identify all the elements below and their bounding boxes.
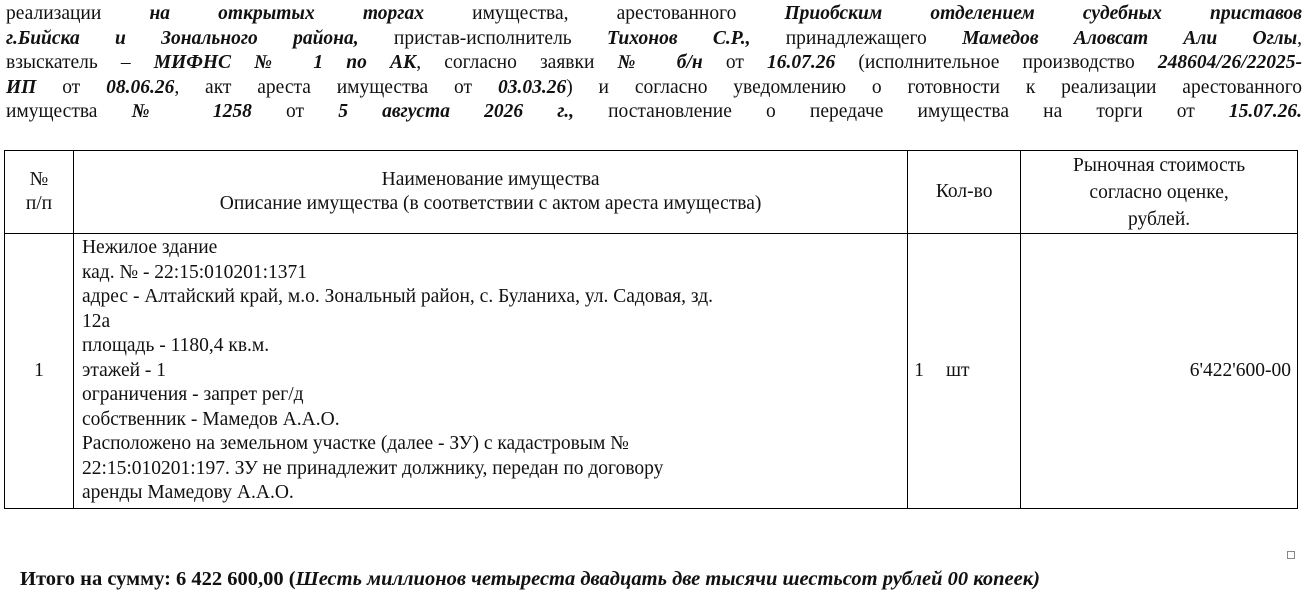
property-table <box>4 150 1298 509</box>
text-run: Мамедов Аловсат Али Оглы <box>962 27 1298 49</box>
row-price: 6'422'600-00 <box>1021 234 1298 509</box>
text-run: пристав-исполнитель <box>358 27 607 49</box>
text-run: Приобским отделением судебных приставов <box>784 3 1302 24</box>
header-name <box>73 151 907 234</box>
text-run: постановление о передаче имущества на торги от <box>573 101 1229 123</box>
text-run: , <box>1297 27 1302 49</box>
intro-line-4 <box>6 76 1302 101</box>
description-line: 22:15:010201:197. ЗУ не принадлежит должнику, передан по договору <box>81 457 664 479</box>
description-line: кад. № - 22:15:010201:1371 <box>81 261 308 283</box>
text-run: ) и согласно уведомлению о готовности к реализации арестованного <box>566 76 1303 98</box>
description-line: ограничения - запрет рег/д <box>81 384 304 405</box>
text-run: 15.07.26. <box>1228 101 1303 123</box>
text-run: (исполнительное производство <box>835 52 1158 74</box>
text-run: Тихонов С.Р., <box>606 27 751 49</box>
text-run: имущества <box>6 101 132 123</box>
text-run: от <box>36 76 107 98</box>
description-line: этажей - 1 <box>81 359 167 381</box>
text-run: 5 августа 2026 г., <box>338 101 574 123</box>
text-run: ИП <box>6 76 37 98</box>
header-price-line2: согласно оценке, <box>1089 181 1229 203</box>
text-run: , согласно заявки <box>416 52 618 74</box>
text-run: на открытых торгах <box>149 3 424 24</box>
text-run: взыскатель – <box>6 52 154 74</box>
header-price <box>1021 151 1298 234</box>
table-resize-handle[interactable] <box>1287 551 1295 559</box>
text-run: № б/н <box>617 52 703 74</box>
text-run: 16.07.26 <box>767 52 836 74</box>
header-number-line2: п/п <box>25 193 53 214</box>
quantity-value: 1 <box>914 359 924 381</box>
text-run: имущества, арестованного <box>423 3 785 24</box>
intro-line-1 <box>6 2 1302 27</box>
intro-line-2 <box>6 27 1302 52</box>
row-quantity <box>908 234 1021 509</box>
text-run: МИФНС № 1 по АК <box>153 52 417 74</box>
row-number: 1 <box>5 234 74 509</box>
text-run: 08.06.26 <box>106 76 175 98</box>
text-run: г.Бийска и Зонального района, <box>6 27 359 49</box>
table-row <box>5 234 1298 509</box>
description-line: аренды Мамедову А.А.О. <box>81 482 294 503</box>
total-amount-words: Шесть миллионов четыреста двадцать две тысячи шестьсот рублей 00 копеек) <box>295 568 1040 590</box>
description-line: 12а <box>81 310 111 332</box>
header-number <box>5 151 74 234</box>
header-name-line2: Описание имущества (в соответствии с актом ареста имущества) <box>219 193 762 214</box>
text-run: принадлежащего <box>750 27 963 49</box>
row-description <box>73 234 907 509</box>
text-run: 03.03.26 <box>497 76 567 98</box>
description-line: собственник - Мамедов А.А.О. <box>81 408 340 430</box>
description-line: площадь - 1180,4 кв.м. <box>81 335 270 356</box>
text-run: от <box>251 101 339 123</box>
text-run: от <box>702 52 768 74</box>
total-amount <box>20 566 1290 593</box>
text-run: , акт ареста имущества от <box>174 76 498 98</box>
intro-paragraph <box>6 2 1302 125</box>
text-run: реализации <box>6 3 150 24</box>
description-line: адрес - Алтайский край, м.о. Зональный район, с. Буланиха, ул. Садовая, зд. <box>81 286 714 307</box>
header-number-line1: № <box>29 168 49 190</box>
header-price-line3: рублей. <box>1128 208 1191 230</box>
intro-line-5 <box>6 100 1302 125</box>
quantity-unit: шт <box>945 359 970 381</box>
header-name-line1: Наименование имущества <box>381 168 600 190</box>
description-line: Расположено на земельном участке (далее - ЗУ) с кадастровым № <box>81 433 629 454</box>
intro-line-3 <box>6 51 1302 76</box>
table-header-row <box>5 151 1298 234</box>
text-run: 248604/26/22025- <box>1157 52 1302 74</box>
header-price-line1: Рыночная стоимость <box>1073 154 1246 176</box>
header-quantity: Кол-во <box>908 151 1021 234</box>
description-line: Нежилое здание <box>81 237 218 258</box>
total-prefix: Итого на сумму: 6 422 600,00 ( <box>20 568 296 590</box>
text-run: № 1258 <box>131 101 252 123</box>
